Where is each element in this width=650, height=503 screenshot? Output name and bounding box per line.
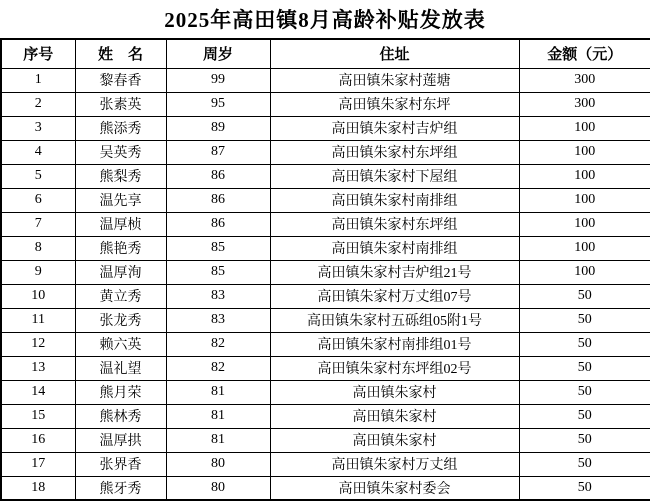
cell-age: 89 (166, 116, 270, 140)
table-row (1, 188, 650, 212)
table-row (1, 452, 650, 476)
cell-no: 6 (1, 188, 75, 212)
cell-age: 82 (166, 332, 270, 356)
cell-name: 熊牙秀 (75, 476, 166, 500)
table-row (1, 260, 650, 284)
cell-name: 温厚拱 (75, 428, 166, 452)
cell-address: 高田镇朱家村 (270, 380, 519, 404)
cell-age: 81 (166, 404, 270, 428)
cell-amount: 100 (519, 164, 650, 188)
cell-no: 17 (1, 452, 75, 476)
cell-no: 10 (1, 284, 75, 308)
cell-address: 高田镇朱家村万丈组07号 (270, 284, 519, 308)
cell-name: 熊林秀 (75, 404, 166, 428)
table-row (1, 476, 650, 500)
cell-address: 高田镇朱家村南排组01号 (270, 332, 519, 356)
cell-age: 99 (166, 68, 270, 92)
cell-name: 温先享 (75, 188, 166, 212)
cell-amount: 300 (519, 68, 650, 92)
cell-age: 86 (166, 188, 270, 212)
header-age: 周岁 (166, 39, 270, 68)
cell-amount: 100 (519, 188, 650, 212)
table-row (1, 356, 650, 380)
cell-age: 81 (166, 380, 270, 404)
table-row (1, 380, 650, 404)
cell-no: 8 (1, 236, 75, 260)
cell-amount: 100 (519, 116, 650, 140)
table-row (1, 164, 650, 188)
cell-name: 熊梨秀 (75, 164, 166, 188)
table-row (1, 428, 650, 452)
header-row (1, 39, 650, 68)
table-row (1, 212, 650, 236)
cell-age: 86 (166, 212, 270, 236)
cell-name: 熊添秀 (75, 116, 166, 140)
cell-amount: 50 (519, 428, 650, 452)
cell-amount: 50 (519, 284, 650, 308)
cell-name: 张界香 (75, 452, 166, 476)
cell-name: 张素英 (75, 92, 166, 116)
cell-no: 7 (1, 212, 75, 236)
cell-address: 高田镇朱家村万丈组 (270, 452, 519, 476)
cell-amount: 50 (519, 452, 650, 476)
cell-no: 2 (1, 92, 75, 116)
cell-amount: 100 (519, 260, 650, 284)
cell-no: 18 (1, 476, 75, 500)
cell-address: 高田镇朱家村东坪 (270, 92, 519, 116)
table-row (1, 68, 650, 92)
cell-amount: 50 (519, 332, 650, 356)
table-row (1, 404, 650, 428)
cell-name: 温厚桢 (75, 212, 166, 236)
cell-address: 高田镇朱家村南排组 (270, 236, 519, 260)
cell-name: 张龙秀 (75, 308, 166, 332)
table-row (1, 92, 650, 116)
cell-age: 83 (166, 308, 270, 332)
table-row (1, 116, 650, 140)
cell-address: 高田镇朱家村南排组 (270, 188, 519, 212)
cell-no: 9 (1, 260, 75, 284)
cell-address: 高田镇朱家村五砾组05附1号 (270, 308, 519, 332)
cell-no: 5 (1, 164, 75, 188)
cell-no: 1 (1, 68, 75, 92)
cell-amount: 100 (519, 212, 650, 236)
cell-address: 高田镇朱家村吉炉组21号 (270, 260, 519, 284)
cell-no: 14 (1, 380, 75, 404)
cell-name: 熊艳秀 (75, 236, 166, 260)
cell-amount: 100 (519, 236, 650, 260)
cell-name: 赖六英 (75, 332, 166, 356)
table-body (1, 68, 650, 500)
cell-age: 81 (166, 428, 270, 452)
cell-age: 85 (166, 260, 270, 284)
cell-name: 黎春香 (75, 68, 166, 92)
cell-name: 熊月荣 (75, 380, 166, 404)
subsidy-table (0, 38, 650, 501)
cell-address: 高田镇朱家村委会 (270, 476, 519, 500)
cell-address: 高田镇朱家村 (270, 404, 519, 428)
cell-amount: 50 (519, 404, 650, 428)
cell-amount: 50 (519, 308, 650, 332)
cell-amount: 300 (519, 92, 650, 116)
cell-age: 80 (166, 476, 270, 500)
cell-no: 12 (1, 332, 75, 356)
cell-amount: 100 (519, 140, 650, 164)
cell-address: 高田镇朱家村东坪组02号 (270, 356, 519, 380)
header-serial-number: 序号 (1, 39, 75, 68)
cell-address: 高田镇朱家村吉炉组 (270, 116, 519, 140)
header-amount: 金额（元） (519, 39, 650, 68)
cell-address: 高田镇朱家村东坪组 (270, 212, 519, 236)
table-row (1, 140, 650, 164)
cell-no: 4 (1, 140, 75, 164)
cell-age: 87 (166, 140, 270, 164)
cell-no: 13 (1, 356, 75, 380)
cell-no: 11 (1, 308, 75, 332)
cell-age: 80 (166, 452, 270, 476)
cell-name: 黄立秀 (75, 284, 166, 308)
cell-name: 温厚洵 (75, 260, 166, 284)
cell-age: 85 (166, 236, 270, 260)
cell-no: 15 (1, 404, 75, 428)
header-name: 姓 名 (75, 39, 166, 68)
header-address: 住址 (270, 39, 519, 68)
cell-address: 高田镇朱家村 (270, 428, 519, 452)
table-row (1, 332, 650, 356)
table-row (1, 308, 650, 332)
cell-amount: 50 (519, 356, 650, 380)
cell-no: 3 (1, 116, 75, 140)
cell-address: 高田镇朱家村东坪组 (270, 140, 519, 164)
table-row (1, 236, 650, 260)
cell-amount: 50 (519, 380, 650, 404)
cell-age: 83 (166, 284, 270, 308)
cell-age: 82 (166, 356, 270, 380)
cell-amount: 50 (519, 476, 650, 500)
cell-no: 16 (1, 428, 75, 452)
cell-address: 高田镇朱家村莲塘 (270, 68, 519, 92)
cell-name: 吴英秀 (75, 140, 166, 164)
page-title: 2025年高田镇8月高龄补贴发放表 (164, 8, 486, 32)
cell-address: 高田镇朱家村下屋组 (270, 164, 519, 188)
cell-age: 95 (166, 92, 270, 116)
cell-name: 温礼望 (75, 356, 166, 380)
cell-age: 86 (166, 164, 270, 188)
table-row (1, 284, 650, 308)
